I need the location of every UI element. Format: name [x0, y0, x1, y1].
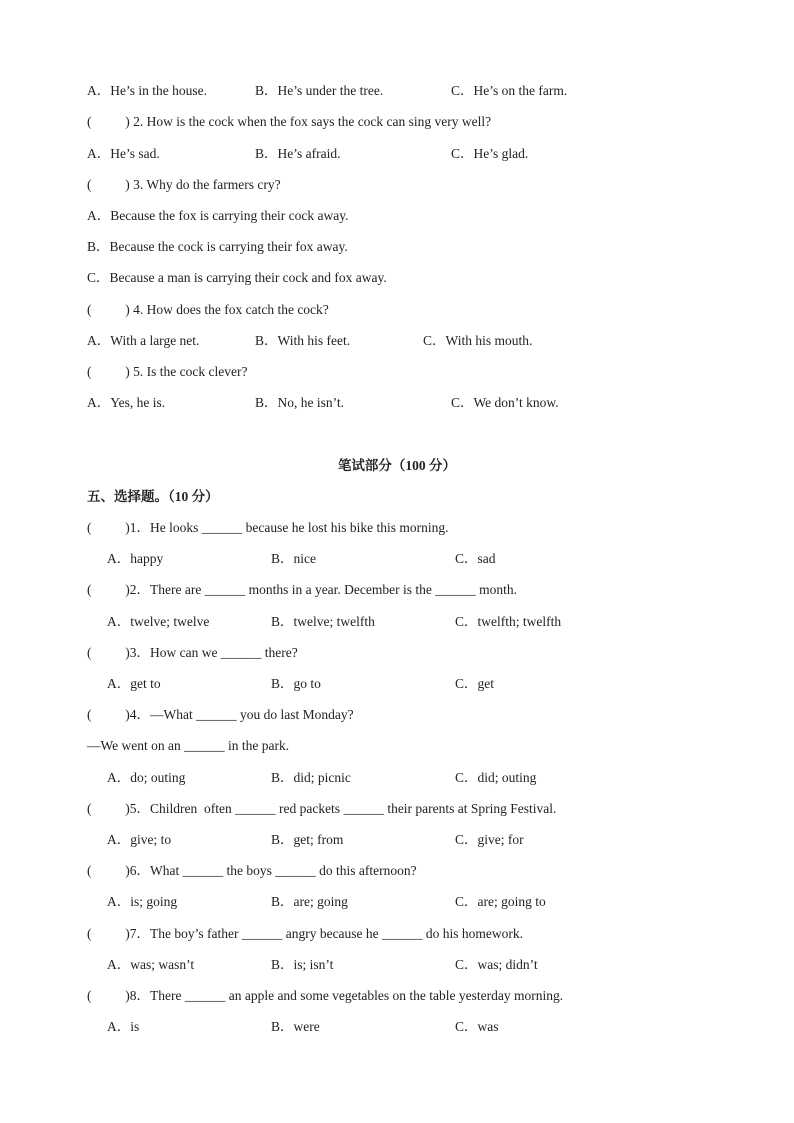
question-8-stem: ( )8．There ______ an apple and some vegetables on the table yesterday morning. — [87, 988, 564, 1003]
question-6-option-b: B．are; going — [271, 894, 348, 909]
question-6-stem: ( )6．What ______ the boys ______ do this afternoon? — [87, 863, 417, 878]
question-2-stem: ( )2．There are ______ months in a year. December is the ______ month. — [87, 582, 518, 597]
q1-option-b: B．He’s under the tree. — [255, 83, 384, 98]
question-3-option-c: C．get — [455, 676, 494, 691]
reading-question-5: ( ) 5. Is the cock clever? — [87, 364, 248, 379]
question-7-option-b: B．is; isn’t — [271, 957, 334, 972]
section-title: 笔试部分（100 分） — [337, 458, 457, 473]
question-4-option-c: C．did; outing — [455, 770, 537, 785]
question-1-option-b: B．nice — [271, 551, 316, 566]
q2-option-c: C．He’s glad. — [451, 146, 529, 161]
question-6-option-c: C．are; going to — [455, 894, 546, 909]
q2-option-a: A．He’s sad. — [87, 146, 160, 161]
q4-option-b: B．With his feet. — [255, 333, 351, 348]
q4-option-a: A．With a large net. — [87, 333, 200, 348]
question-4-stem: ( )4．—What ______ you do last Monday? — [87, 707, 354, 722]
reading-question-3: ( ) 3. Why do the farmers cry? — [87, 177, 281, 192]
q5-option-a: A．Yes, he is. — [87, 395, 166, 410]
question-1-option-c: C．sad — [455, 551, 496, 566]
question-5-option-a: A．give; to — [107, 832, 172, 847]
question-5-stem: ( )5．Children often ______ red packets ______ their parents at Spring Festival. — [87, 801, 557, 816]
reading-question-4: ( ) 4. How does the fox catch the cock? — [87, 302, 329, 317]
part-title: 五、选择题。（10 分） — [87, 489, 219, 504]
question-7-stem: ( )7．The boy’s father ______ angry because he ______ do his homework. — [87, 926, 524, 941]
question-2-option-a: A．twelve; twelve — [107, 614, 210, 629]
question-1-stem: ( )1．He looks ______ because he lost his bike this morning. — [87, 520, 449, 535]
q4-option-c: C．With his mouth. — [423, 333, 533, 348]
question-8-option-a: A．is — [107, 1019, 140, 1034]
q1-option-c: C．He’s on the farm. — [451, 83, 568, 98]
q5-option-b: B．No, he isn’t. — [255, 395, 345, 410]
q1-option-a: A．He’s in the house. — [87, 83, 207, 98]
question-2-option-b: B．twelve; twelfth — [271, 614, 375, 629]
q3-option-a: A．Because the fox is carrying their cock away. — [87, 208, 349, 223]
question-4-stem-line2: —We went on an ______ in the park. — [87, 738, 290, 753]
question-3-option-b: B．go to — [271, 676, 321, 691]
question-3-option-a: A．get to — [107, 676, 161, 691]
q2-option-b: B．He’s afraid. — [255, 146, 341, 161]
question-8-option-c: C．was — [455, 1019, 499, 1034]
question-7-option-c: C．was; didn’t — [455, 957, 538, 972]
question-6-option-a: A．is; going — [107, 894, 178, 909]
question-7-option-a: A．was; wasn’t — [107, 957, 195, 972]
question-2-option-c: C．twelfth; twelfth — [455, 614, 562, 629]
question-4-option-a: A．do; outing — [107, 770, 186, 785]
question-5-option-c: C．give; for — [455, 832, 524, 847]
question-1-option-a: A．happy — [107, 551, 164, 566]
question-3-stem: ( )3．How can we ______ there? — [87, 645, 298, 660]
q3-option-c: C．Because a man is carrying their cock and fox away. — [87, 270, 387, 285]
q5-option-c: C．We don’t know. — [451, 395, 559, 410]
question-4-option-b: B．did; picnic — [271, 770, 351, 785]
q3-option-b: B．Because the cock is carrying their fox away. — [87, 239, 348, 254]
question-5-option-b: B．get; from — [271, 832, 344, 847]
question-8-option-b: B．were — [271, 1019, 320, 1034]
reading-question-2: ( ) 2. How is the cock when the fox says the cock can sing very well? — [87, 114, 492, 129]
